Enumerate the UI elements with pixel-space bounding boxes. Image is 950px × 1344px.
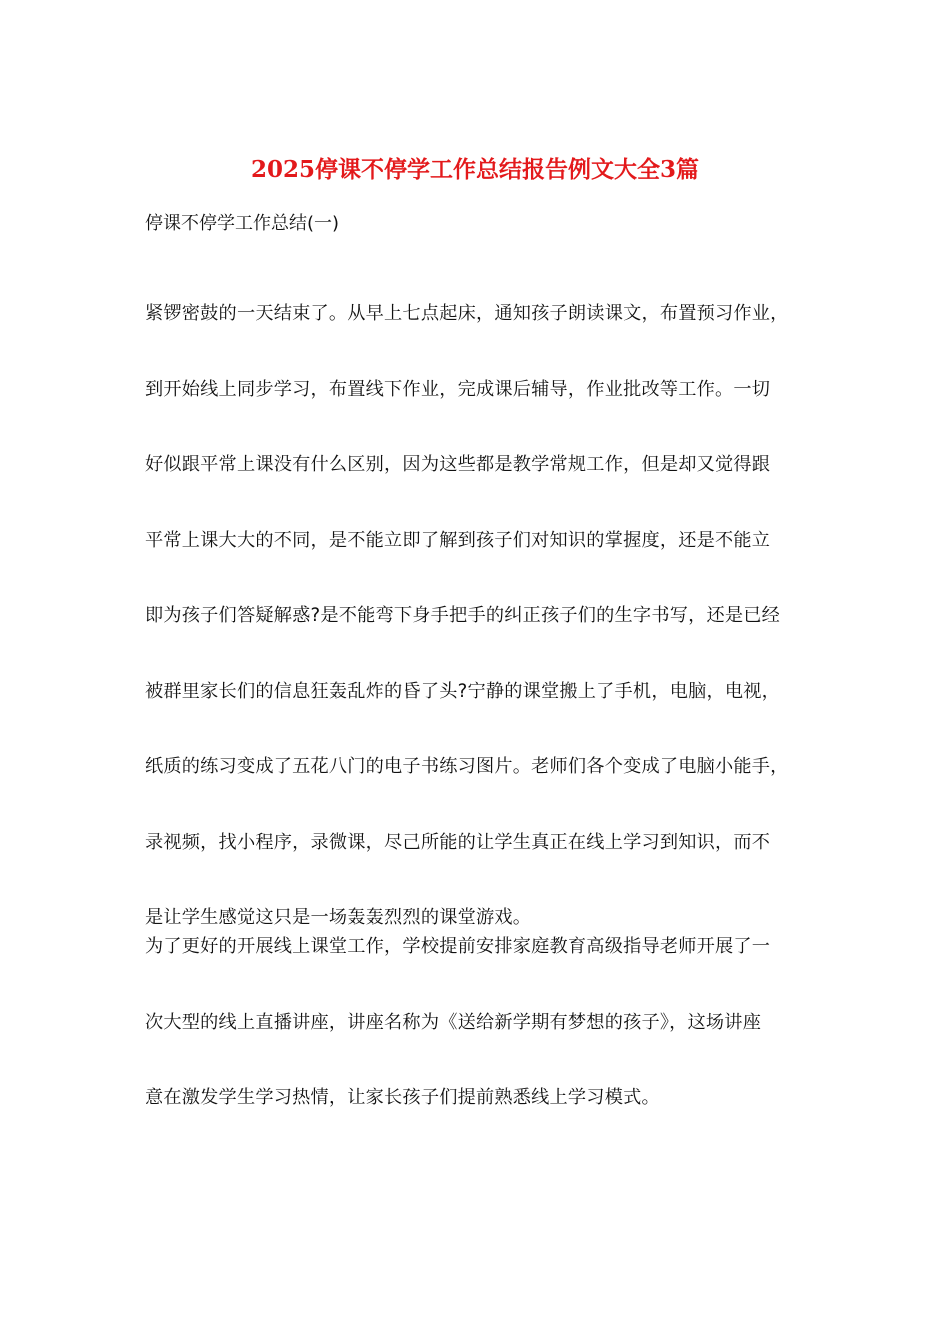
paragraph-line: 紧锣密鼓的一天结束了。从早上七点起床，通知孩子朗读课文，布置预习作业， xyxy=(145,303,789,324)
paragraph-line: 是让学生感觉这只是一场轰轰烈烈的课堂游戏。 xyxy=(145,907,532,928)
paragraph-1 xyxy=(145,296,825,936)
paragraph-line: 平常上课大大的不同，是不能立即了解到孩子们对知识的掌握度，还是不能立 xyxy=(145,529,771,551)
paragraph-line: 录视频，找小程序，录微课，尽己所能的让学生真正在线上学习到知识，而不 xyxy=(145,831,771,853)
paragraph-line: 到开始线上同步学习，布置线下作业，完成课后辅导，作业批改等工作。一切 xyxy=(145,378,771,400)
paragraph-line: 次大型的线上直播讲座，讲座名称为《送给新学期有梦想的孩子》，这场讲座 xyxy=(145,1011,762,1033)
paragraph-2 xyxy=(145,929,825,1116)
paragraph-line: 意在激发学生学习热情，让家长孩子们提前熟悉线上学习模式。 xyxy=(145,1087,660,1108)
paragraph-line: 即为孩子们答疑解惑?是不能弯下身手把手的纠正孩子们的生字书写，还是已经 xyxy=(145,605,781,626)
paragraph-line: 好似跟平常上课没有什么区别，因为这些都是教学常规工作，但是却又觉得跟 xyxy=(145,454,771,475)
section-heading: 停课不停学工作总结(一) xyxy=(145,213,340,234)
paragraph-line: 被群里家长们的信息狂轰乱炸的昏了头?宁静的课堂搬上了手机，电脑，电视， xyxy=(145,680,781,702)
paragraph-line: 为了更好的开展线上课堂工作，学校提前安排家庭教育高级指导老师开展了一 xyxy=(145,936,771,957)
paragraph-line: 纸质的练习变成了五花八门的电子书练习图片。老师们各个变成了电脑小能手， xyxy=(145,756,789,777)
document-title: 2025停课不停学工作总结报告例文大全3篇 xyxy=(250,156,700,183)
